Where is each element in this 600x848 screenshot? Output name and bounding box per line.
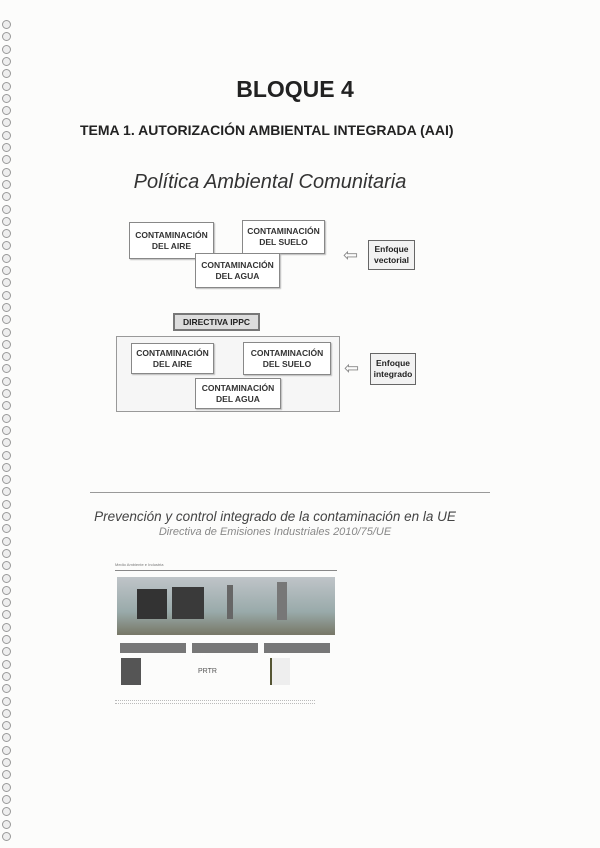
binding-hole <box>2 709 11 718</box>
binding-hole <box>2 598 11 607</box>
binding-hole <box>2 647 11 656</box>
binding-hole <box>2 352 11 361</box>
binding-hole <box>2 684 11 693</box>
binding-hole <box>2 721 11 730</box>
binding-hole <box>2 45 11 54</box>
binding-hole <box>2 118 11 127</box>
industrial-photo <box>117 577 335 635</box>
ippc-thumbnail <box>121 658 141 685</box>
section-subheading: Directiva de Emisiones Industriales 2010/75/UE <box>158 526 392 538</box>
binding-hole <box>2 278 11 287</box>
site-title: Medio Ambiente e Industria <box>115 562 164 567</box>
footer-text-lines <box>115 700 315 704</box>
binding-hole <box>2 131 11 140</box>
binding-hole <box>2 291 11 300</box>
binding-hole <box>2 266 11 275</box>
note-aire-2: CONTAMINACIÓN DEL AIRE <box>131 343 214 374</box>
directiva-ippc: DIRECTIVA IPPC <box>173 313 260 331</box>
binding-hole <box>2 57 11 66</box>
note-aire-1: CONTAMINACIÓN DEL AIRE <box>129 222 214 259</box>
binding-hole <box>2 401 11 410</box>
binding-hole <box>2 549 11 558</box>
binding-hole <box>2 32 11 41</box>
binding-hole <box>2 807 11 816</box>
topic-heading: TEMA 1. AUTORIZACIÓN AMBIENTAL INTEGRADA (AAI) <box>80 122 454 138</box>
binding-hole <box>2 20 11 29</box>
binding-hole <box>2 315 11 324</box>
binding-hole <box>2 451 11 460</box>
binding-hole <box>2 795 11 804</box>
diagram-title: Política Ambiental Comunitaria <box>133 171 407 193</box>
binding-hole <box>2 340 11 349</box>
binding-hole <box>2 377 11 386</box>
header-line <box>115 570 337 571</box>
binding-hole <box>2 475 11 484</box>
section-heading: Prevención y control integrado de la contaminación en la UE <box>94 509 456 524</box>
enfoque-vectorial: Enfoque vectorial <box>368 240 415 270</box>
binding-hole <box>2 746 11 755</box>
binding-hole <box>2 610 11 619</box>
binding-hole <box>2 438 11 447</box>
note-agua-2: CONTAMINACIÓN DEL AGUA <box>195 378 281 409</box>
website-screenshot <box>115 560 337 710</box>
binding-hole <box>2 143 11 152</box>
prtr-logo: PRTR <box>198 668 217 675</box>
binding-hole <box>2 205 11 214</box>
note-agua-1: CONTAMINACIÓN DEL AGUA <box>195 253 280 288</box>
binding-hole <box>2 414 11 423</box>
binding-hole <box>2 364 11 373</box>
binding-hole <box>2 758 11 767</box>
binding-hole <box>2 426 11 435</box>
binding-hole <box>2 500 11 509</box>
binding-hole <box>2 586 11 595</box>
binding-hole <box>2 241 11 250</box>
binding-hole <box>2 623 11 632</box>
binding-hole <box>2 672 11 681</box>
binding-hole <box>2 328 11 337</box>
binding-hole <box>2 229 11 238</box>
note-suelo-1: CONTAMINACIÓN DEL SUELO <box>242 220 325 254</box>
binding-hole <box>2 660 11 669</box>
binding-hole <box>2 561 11 570</box>
tab-ippc: IPPC <box>120 643 186 653</box>
binding-hole <box>2 635 11 644</box>
binding-hole <box>2 697 11 706</box>
binding-hole <box>2 770 11 779</box>
tree-thumbnail <box>270 658 290 685</box>
binding-hole <box>2 733 11 742</box>
binding-hole <box>2 574 11 583</box>
arrow-left-icon: ⇦ <box>343 245 359 265</box>
binding-hole <box>2 217 11 226</box>
binding-hole <box>2 820 11 829</box>
binding-hole <box>2 783 11 792</box>
binding-hole <box>2 106 11 115</box>
binding-hole <box>2 832 11 841</box>
page-title: BLOQUE 4 <box>236 76 354 102</box>
binding-hole <box>2 155 11 164</box>
enfoque-integrado: Enfoque integrado <box>370 353 416 385</box>
binding-hole <box>2 463 11 472</box>
arrow-left-icon: ⇦ <box>344 358 360 378</box>
note-suelo-2: CONTAMINACIÓN DEL SUELO <box>243 342 331 375</box>
binding-hole <box>2 254 11 263</box>
tab-prtr: PRTR <box>192 643 258 653</box>
binding-hole <box>2 303 11 312</box>
divider <box>90 492 490 493</box>
tab-vedei: VEDEI <box>264 643 330 653</box>
binding-hole <box>2 487 11 496</box>
binding-hole <box>2 389 11 398</box>
